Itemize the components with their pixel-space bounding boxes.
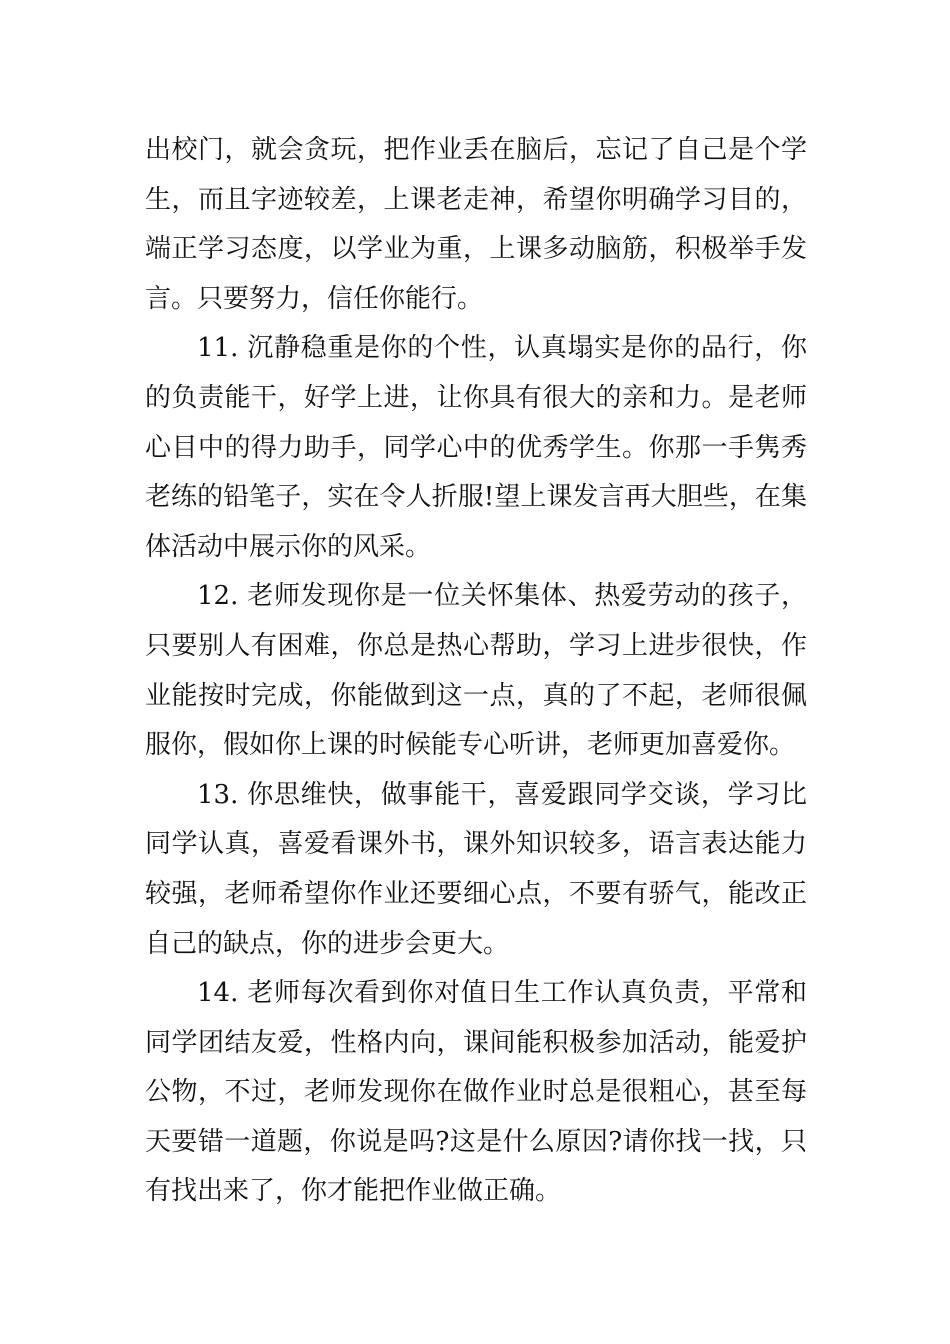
paragraph-continuation: 出校门，就会贪玩，把作业丢在脑后，忘记了自己是个学生，而且字迹较差，上课老走神，希望你明确学习目的，端正学习态度，以学业为重，上课多动脑筋，积极举手发言。只要努力，信任你能行。	[145, 135, 807, 314]
paragraph-13: 13. 你思维快，做事能干，喜爱跟同学交谈，学习比同学认真，喜爱看课外书，课外知识较多，语言表达能力较强，老师希望你作业还要细心点，不要有骄气，能改正自己的缺点，你的进步会更大。	[145, 779, 807, 959]
paragraph-12: 12. 老师发现你是一位关怀集体、热爱劳动的孩子，只要别人有困难，你总是热心帮助，学习上进步很快，作业能按时完成，你能做到这一点，真的了不起，老师很佩服你，假如你上课的时候能专心听讲，老师更加喜爱你。	[145, 581, 807, 761]
paragraph-11: 11. 沉静稳重是你的个性，认真塌实是你的品行，你的负责能干，好学上进，让你具有很大的亲和力。是老师心目中的得力助手，同学心中的优秀学生。你那一手隽秀老练的铅笔子，实在令人折服!望上课发言再大胆些，在集体活动中展示你的风采。	[145, 333, 807, 562]
paragraph-14: 14. 老师每次看到你对值日生工作认真负责，平常和同学团结友爱，性格内向，课间能积极参加活动，能爱护公物，不过，老师发现你在做作业时总是很粗心，甚至每天要错一道题，你说是吗?这是什么原因?请你找一找，只有找出来了，你才能把作业做正确。	[145, 978, 807, 1207]
document-body	[145, 126, 807, 1217]
